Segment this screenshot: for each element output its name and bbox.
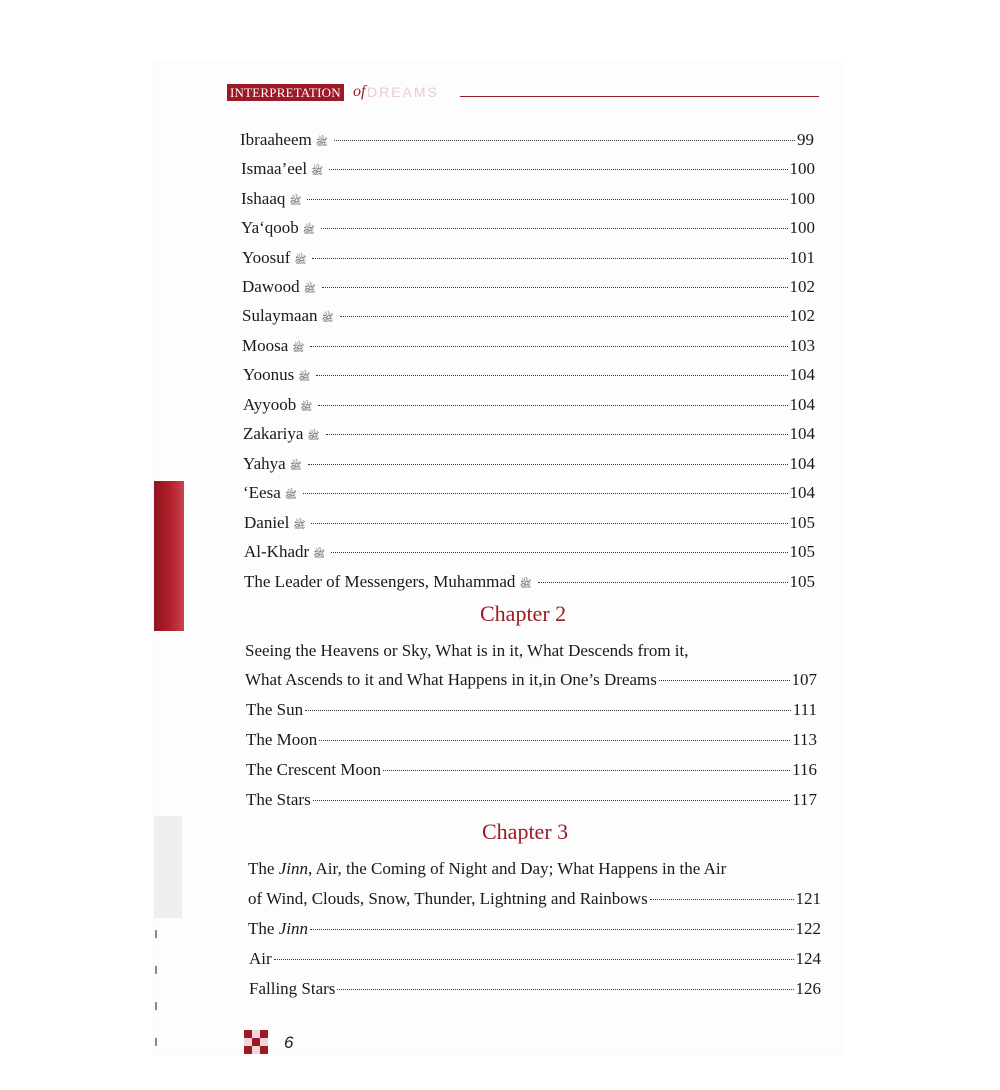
edge-mark bbox=[155, 966, 157, 974]
toc-entry bbox=[243, 453, 815, 478]
header-rule bbox=[460, 96, 819, 97]
toc-entry-page: 122 bbox=[795, 919, 821, 938]
leader-dots bbox=[307, 199, 787, 200]
chapter-3-heading: Chapter 3 bbox=[482, 819, 569, 844]
salutation-icon: ﷺ bbox=[289, 461, 302, 472]
toc-entry-title: Yoosuf bbox=[242, 248, 291, 267]
toc-entry-title: Sulaymaan bbox=[242, 306, 318, 325]
leader-dots bbox=[650, 899, 794, 900]
toc-entry bbox=[249, 948, 821, 970]
toc-entry-title: Zakariya bbox=[243, 424, 304, 443]
toc-entry-page: 116 bbox=[792, 760, 817, 779]
toc-entry-title: The Stars bbox=[246, 790, 311, 809]
leader-dots bbox=[326, 434, 788, 435]
toc-entry bbox=[243, 394, 815, 419]
toc-entry-title: of Wind, Clouds, Snow, Thunder, Lightning and Rainbows bbox=[248, 889, 648, 908]
leader-dots bbox=[313, 800, 790, 801]
toc-entry-page: 105 bbox=[789, 542, 815, 561]
jinn-italic: Jinn bbox=[278, 919, 308, 938]
leader-dots bbox=[340, 316, 788, 317]
toc-entry-page: 99 bbox=[797, 130, 814, 149]
toc-entry-title: Ishaaq bbox=[241, 189, 286, 208]
toc-entry-page: 111 bbox=[792, 700, 817, 719]
toc-entry bbox=[243, 364, 815, 389]
edge-mark bbox=[155, 1002, 157, 1010]
toc-entry-page: 124 bbox=[795, 949, 821, 968]
salutation-icon: ﷺ bbox=[519, 579, 532, 590]
toc-entry-page: 126 bbox=[795, 979, 821, 998]
leader-dots bbox=[310, 346, 787, 347]
chapter-edge-tab bbox=[154, 481, 184, 631]
toc-entry bbox=[242, 276, 815, 301]
leader-dots bbox=[274, 959, 794, 960]
salutation-icon: ﷺ bbox=[315, 137, 328, 148]
edge-mark bbox=[155, 930, 157, 938]
toc-entry-title: Daniel bbox=[244, 513, 290, 532]
toc-entry bbox=[246, 789, 817, 811]
toc-entry bbox=[242, 335, 815, 360]
toc-entry-title: Yahya bbox=[243, 454, 286, 473]
faint-edge-tab bbox=[154, 816, 182, 918]
salutation-icon: ﷺ bbox=[289, 196, 302, 207]
toc-entry bbox=[242, 305, 815, 330]
salutation-icon: ﷺ bbox=[313, 549, 326, 560]
toc-entry-page: 104 bbox=[789, 454, 815, 473]
intro-text: , Air, the Coming of Night and Day; What Happens in the Air bbox=[307, 859, 727, 878]
toc-entry-page: 121 bbox=[795, 889, 821, 908]
toc-entry-title: Moosa bbox=[242, 336, 289, 355]
edge-mark bbox=[155, 1038, 157, 1046]
toc-entry-title: Ayyoob bbox=[243, 395, 297, 414]
leader-dots bbox=[319, 740, 790, 741]
toc-entry bbox=[246, 729, 817, 751]
toc-entry-page: 104 bbox=[789, 365, 815, 384]
toc-entry-title: Air bbox=[249, 949, 272, 968]
salutation-icon: ﷺ bbox=[298, 372, 311, 383]
leader-dots bbox=[383, 770, 790, 771]
toc-entry bbox=[242, 247, 815, 272]
chapter-2-heading: Chapter 2 bbox=[480, 601, 567, 626]
toc-entry-title: Ya‘qoob bbox=[241, 218, 299, 237]
chapter-2-intro-line1: Seeing the Heavens or Sky, What is in it, What Descends from it, bbox=[245, 641, 689, 660]
toc-entry-page: 107 bbox=[791, 670, 817, 689]
salutation-icon: ﷺ bbox=[293, 520, 306, 531]
toc-entry-page: 105 bbox=[789, 572, 815, 591]
toc-entry-page: 104 bbox=[789, 395, 815, 414]
toc-entry-page: 101 bbox=[789, 248, 815, 267]
intro-text: The bbox=[248, 859, 275, 878]
toc-entry-title: Falling Stars bbox=[249, 979, 336, 998]
toc-entry-page: 117 bbox=[792, 790, 817, 809]
salutation-icon: ﷺ bbox=[311, 166, 324, 177]
header-title-dreams: DREAMS bbox=[367, 84, 439, 100]
toc-entry-page: 105 bbox=[789, 513, 815, 532]
leader-dots bbox=[659, 680, 790, 681]
salutation-icon: ﷺ bbox=[300, 402, 313, 413]
toc-entry-page: 103 bbox=[789, 336, 815, 355]
toc-entry-title: Yoonus bbox=[243, 365, 295, 384]
leader-dots bbox=[322, 287, 788, 288]
toc-entry-title: Dawood bbox=[242, 277, 300, 296]
toc-entry bbox=[243, 482, 815, 507]
toc-entry bbox=[243, 423, 815, 448]
salutation-icon: ﷺ bbox=[284, 490, 297, 501]
title-text: The bbox=[248, 919, 275, 938]
leader-dots bbox=[305, 710, 791, 711]
toc-entry-title: The Sun bbox=[246, 700, 304, 719]
toc-entry bbox=[248, 918, 821, 940]
leader-dots bbox=[308, 464, 788, 465]
jinn-italic: Jinn bbox=[278, 859, 308, 878]
toc-entry-title: ‘Eesa bbox=[243, 483, 281, 502]
toc-entry-title: The Moon bbox=[246, 730, 318, 749]
toc-entry-title bbox=[248, 918, 308, 940]
leader-dots bbox=[316, 375, 787, 376]
toc-entry bbox=[244, 571, 815, 596]
header-title-of: of bbox=[353, 83, 366, 100]
toc-entry-title: What Ascends to it and What Happens in it,in One’s Dreams bbox=[245, 670, 657, 689]
toc-entry bbox=[246, 759, 817, 781]
chapter-3-intro-line1 bbox=[248, 858, 726, 880]
footer-ornament-icon bbox=[244, 1030, 268, 1054]
leader-dots bbox=[538, 582, 788, 583]
toc-entry bbox=[241, 188, 815, 213]
toc-entry-page: 102 bbox=[789, 277, 815, 296]
toc-entry bbox=[244, 541, 815, 566]
toc-entry-page: 104 bbox=[789, 424, 815, 443]
toc-entry-title: The Leader of Messengers, Muhammad bbox=[244, 572, 516, 591]
salutation-icon: ﷺ bbox=[292, 343, 305, 354]
salutation-icon: ﷺ bbox=[302, 225, 315, 236]
leader-dots bbox=[331, 552, 787, 553]
toc-entry-title: Ibraaheem bbox=[240, 130, 312, 149]
header-title-interpretation: INTERPRETATION bbox=[227, 84, 344, 101]
leader-dots bbox=[312, 258, 787, 259]
toc-entry-page: 100 bbox=[789, 189, 815, 208]
leader-dots bbox=[310, 929, 794, 930]
toc-entry bbox=[245, 669, 817, 691]
salutation-icon: ﷺ bbox=[294, 255, 307, 266]
toc-entry bbox=[248, 888, 821, 910]
leader-dots bbox=[337, 989, 793, 990]
toc-entry-page: 102 bbox=[789, 306, 815, 325]
leader-dots bbox=[321, 228, 788, 229]
toc-entry-title: Ismaa’eel bbox=[241, 159, 308, 178]
salutation-icon: ﷺ bbox=[321, 313, 334, 324]
page-number: 6 bbox=[284, 1033, 294, 1052]
leader-dots bbox=[303, 493, 788, 494]
toc-entry bbox=[244, 512, 815, 537]
toc-entry-title: The Crescent Moon bbox=[246, 760, 382, 779]
toc-entry bbox=[241, 158, 815, 183]
toc-entry-page: 100 bbox=[789, 218, 815, 237]
running-header bbox=[227, 84, 819, 102]
salutation-icon: ﷺ bbox=[303, 284, 316, 295]
leader-dots bbox=[318, 405, 787, 406]
toc-entry bbox=[246, 699, 817, 721]
toc-entry bbox=[249, 978, 821, 1000]
leader-dots bbox=[311, 523, 787, 524]
toc-entry-page: 100 bbox=[789, 159, 815, 178]
toc-entry bbox=[241, 217, 815, 242]
toc-entry bbox=[240, 129, 814, 154]
leader-dots bbox=[329, 169, 787, 170]
toc-entry-page: 104 bbox=[789, 483, 815, 502]
salutation-icon: ﷺ bbox=[307, 431, 320, 442]
toc-entry-page: 113 bbox=[792, 730, 817, 749]
leader-dots bbox=[334, 140, 795, 141]
toc-entry-title: Al-Khadr bbox=[244, 542, 310, 561]
